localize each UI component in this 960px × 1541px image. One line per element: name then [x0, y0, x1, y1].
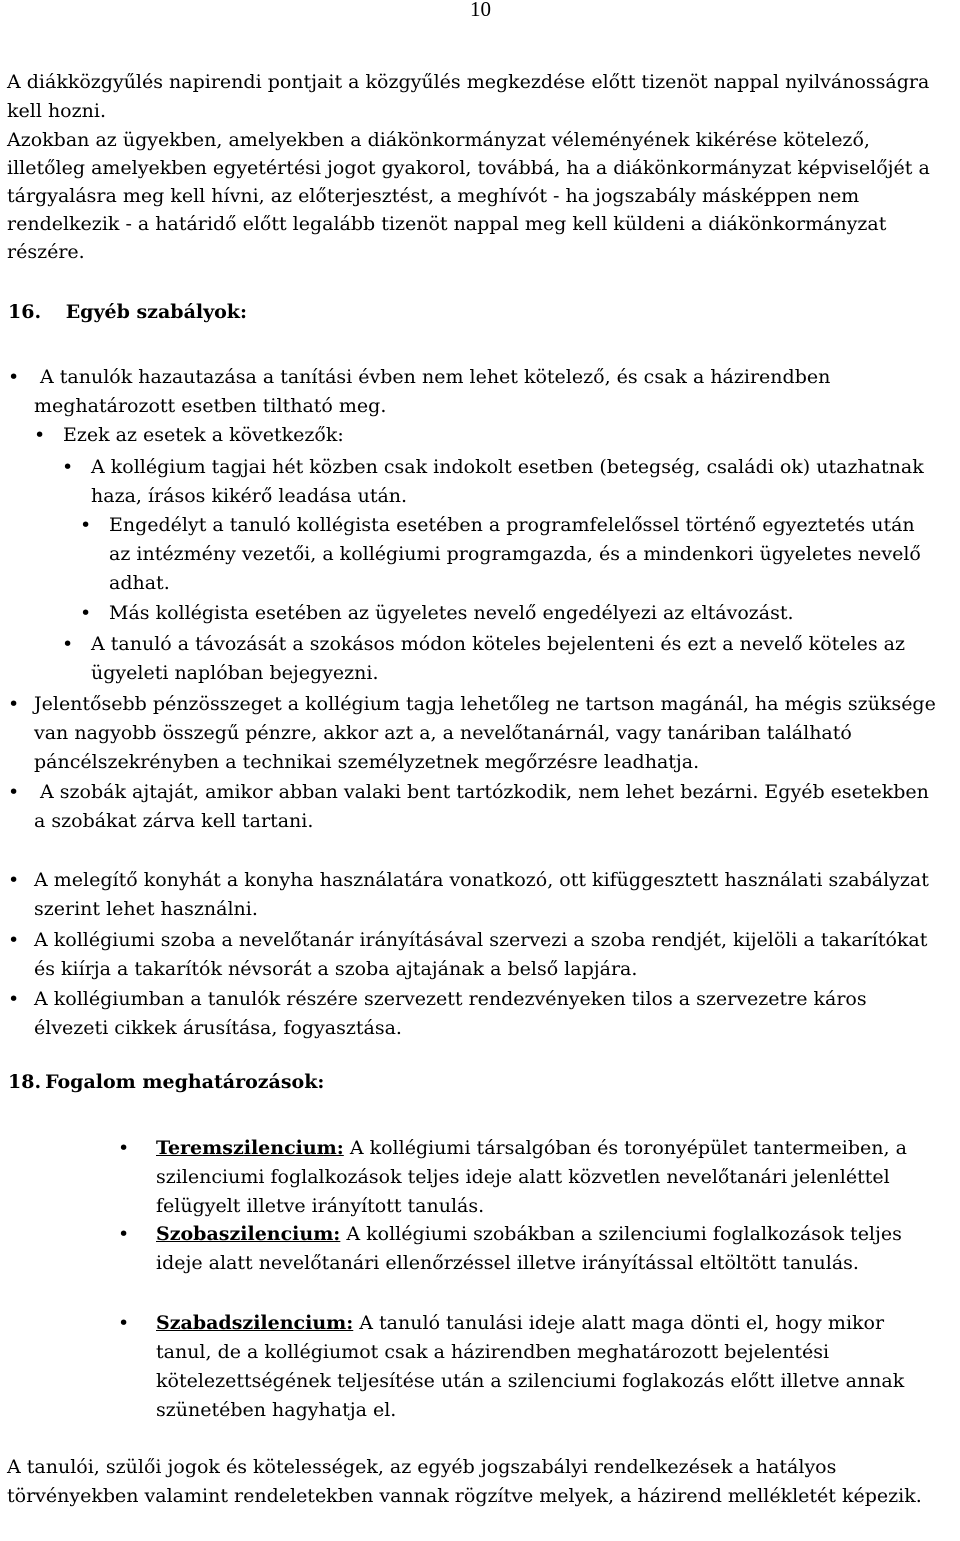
bullet-icon [8, 866, 19, 895]
definition-text: A tanuló tanulási ideje alatt maga dönti el, hogy mikor tanul, de a kollégiumot csak a házirendben meghatározott bejelentési kötelezettségének teljesítése után a szilenciumi foglakozás előtt illetve annak szünetében hagyhatja el. [156, 1312, 905, 1421]
list-item-text: Engedélyt a tanuló kollégista esetében a programfelelőssel történő egyeztetés után az intézmény vezetői, a kollégiumi programgazda, és a mindenkori ügyeletes nevelő adhat. [109, 514, 921, 594]
definition-item [118, 1220, 940, 1278]
list-item [8, 985, 940, 1043]
list-item [80, 511, 940, 598]
list-item-text: A tanuló a távozását a szokásos módon köteles bejelenteni és ezt a nevelő köteles az ügyeleti naplóban bejegyezni. [91, 633, 905, 684]
bullet-icon [118, 1134, 129, 1163]
section-16-number: 16. [8, 301, 42, 323]
bullet-icon [118, 1220, 129, 1249]
definition-term: Szobaszilencium: [156, 1223, 341, 1245]
section-18-number: 18. [8, 1071, 42, 1093]
list-item [80, 599, 940, 628]
list-item [62, 453, 940, 511]
list-item-text: A tanulók hazautazása a tanítási évben nem lehet kötelező, és csak a házirendben meghatározott esetben tiltható meg. [34, 366, 831, 417]
bullet-icon [118, 1309, 129, 1338]
list-item-text: A szobák ajtaját, amikor abban valaki bent tartózkodik, nem lehet bezárni. Egyéb esetekben a szobákat zárva kell tartani. [34, 781, 929, 832]
list-item-text: Más kollégista esetében az ügyeletes nevelő engedélyezi az eltávozást. [109, 602, 794, 624]
intro-paragraph-2: Azokban az ügyekben, amelyekben a diákönkormányzat véleményének kikérése kötelező, illetőleg amelyekben egyetértési jogot gyakorol, továbbá, ha a diákönkormányzat képviselőjét a tárgyalásra meg kell hívni, az előterjesztést, a meghívót - ha jogszabály másképpen nem rendelkezik - a határidő előtt legalább tizenöt nappal meg kell küldeni a diákönkormányzat részére. [7, 129, 930, 263]
section-16-title: Egyéb szabályok: [65, 301, 247, 323]
definition-text: A kollégiumi társalgóban és toronyépület tantermeiben, a szilenciumi foglalkozások teljes ideje alatt közvetlen nevelőtanári jelenléttel felügyelt illetve irányított tanulás. [156, 1137, 907, 1217]
bullet-icon [34, 421, 45, 450]
list-item [8, 778, 940, 836]
intro-paragraph-1: A diákközgyűlés napirendi pontjait a közgyűlés megkezdése előtt tizenöt nappal nyilvánosságra kell hozni. [7, 71, 930, 122]
list-item [34, 421, 940, 450]
section-18-title: Fogalom meghatározások: [45, 1071, 325, 1093]
page-number: 10 [470, 0, 491, 21]
bullet-icon [62, 453, 73, 482]
list-item-text: A melegítő konyhát a konyha használatára vonatkozó, ott kifüggesztett használati szabályzat szerint lehet használni. [34, 869, 929, 920]
closing-paragraph: A tanulói, szülői jogok és kötelességek, az egyéb jogszabályi rendelkezések a hatályos törvényekben valamint rendeletekben vannak rögzítve melyek, a házirend mellékletét képezik. [7, 1456, 922, 1507]
list-item-text: Jelentősebb pénzösszeget a kollégium tagja lehetőleg ne tartson magánál, ha mégis szüksége van nagyobb összegű pénzre, akkor azt a, a nevelőtanárnál, vagy tanáriban található páncélszekrényben a technikai személyzetnek megőrzésre leadhatja. [34, 693, 936, 773]
bullet-icon [80, 511, 91, 540]
list-item-text: A kollégiumban a tanulók részére szervezett rendezvényeken tilos a szervezetre káros élvezeti cikkek árusítása, fogyasztása. [34, 988, 867, 1039]
bullet-icon [8, 985, 19, 1014]
section-16-heading [8, 298, 247, 327]
list-item-text: A kollégiumi szoba a nevelőtanár irányításával szervezi a szoba rendjét, kijelöli a takarítókat és kiírja a takarítók névsorát a szoba ajtajának a belső lapjára. [34, 929, 928, 980]
list-item [8, 866, 940, 924]
list-item [8, 690, 940, 777]
section-18-heading [8, 1068, 324, 1097]
definition-item [118, 1134, 940, 1221]
definition-term: Teremszilencium: [156, 1137, 344, 1159]
definition-text: A kollégiumi szobákban a szilenciumi foglalkozások teljes ideje alatt nevelőtanári ellenőrzéssel illetve irányítással eltöltött tanulás. [156, 1223, 902, 1274]
definition-term: Szabadszilencium: [156, 1312, 354, 1334]
bullet-icon [8, 363, 19, 392]
list-item-text: A kollégium tagjai hét közben csak indokolt esetben (betegség, családi ok) utazhatnak haza, írásos kikérő leadása után. [91, 456, 924, 507]
definition-item [118, 1309, 940, 1425]
bullet-icon [8, 926, 19, 955]
bullet-icon [62, 630, 73, 659]
bullet-icon [8, 690, 19, 719]
list-item-text: Ezek az esetek a következők: [63, 424, 344, 446]
list-item [8, 926, 940, 984]
list-item [8, 363, 940, 421]
bullet-icon [8, 778, 19, 807]
bullet-icon [80, 599, 91, 628]
list-item [62, 630, 940, 688]
